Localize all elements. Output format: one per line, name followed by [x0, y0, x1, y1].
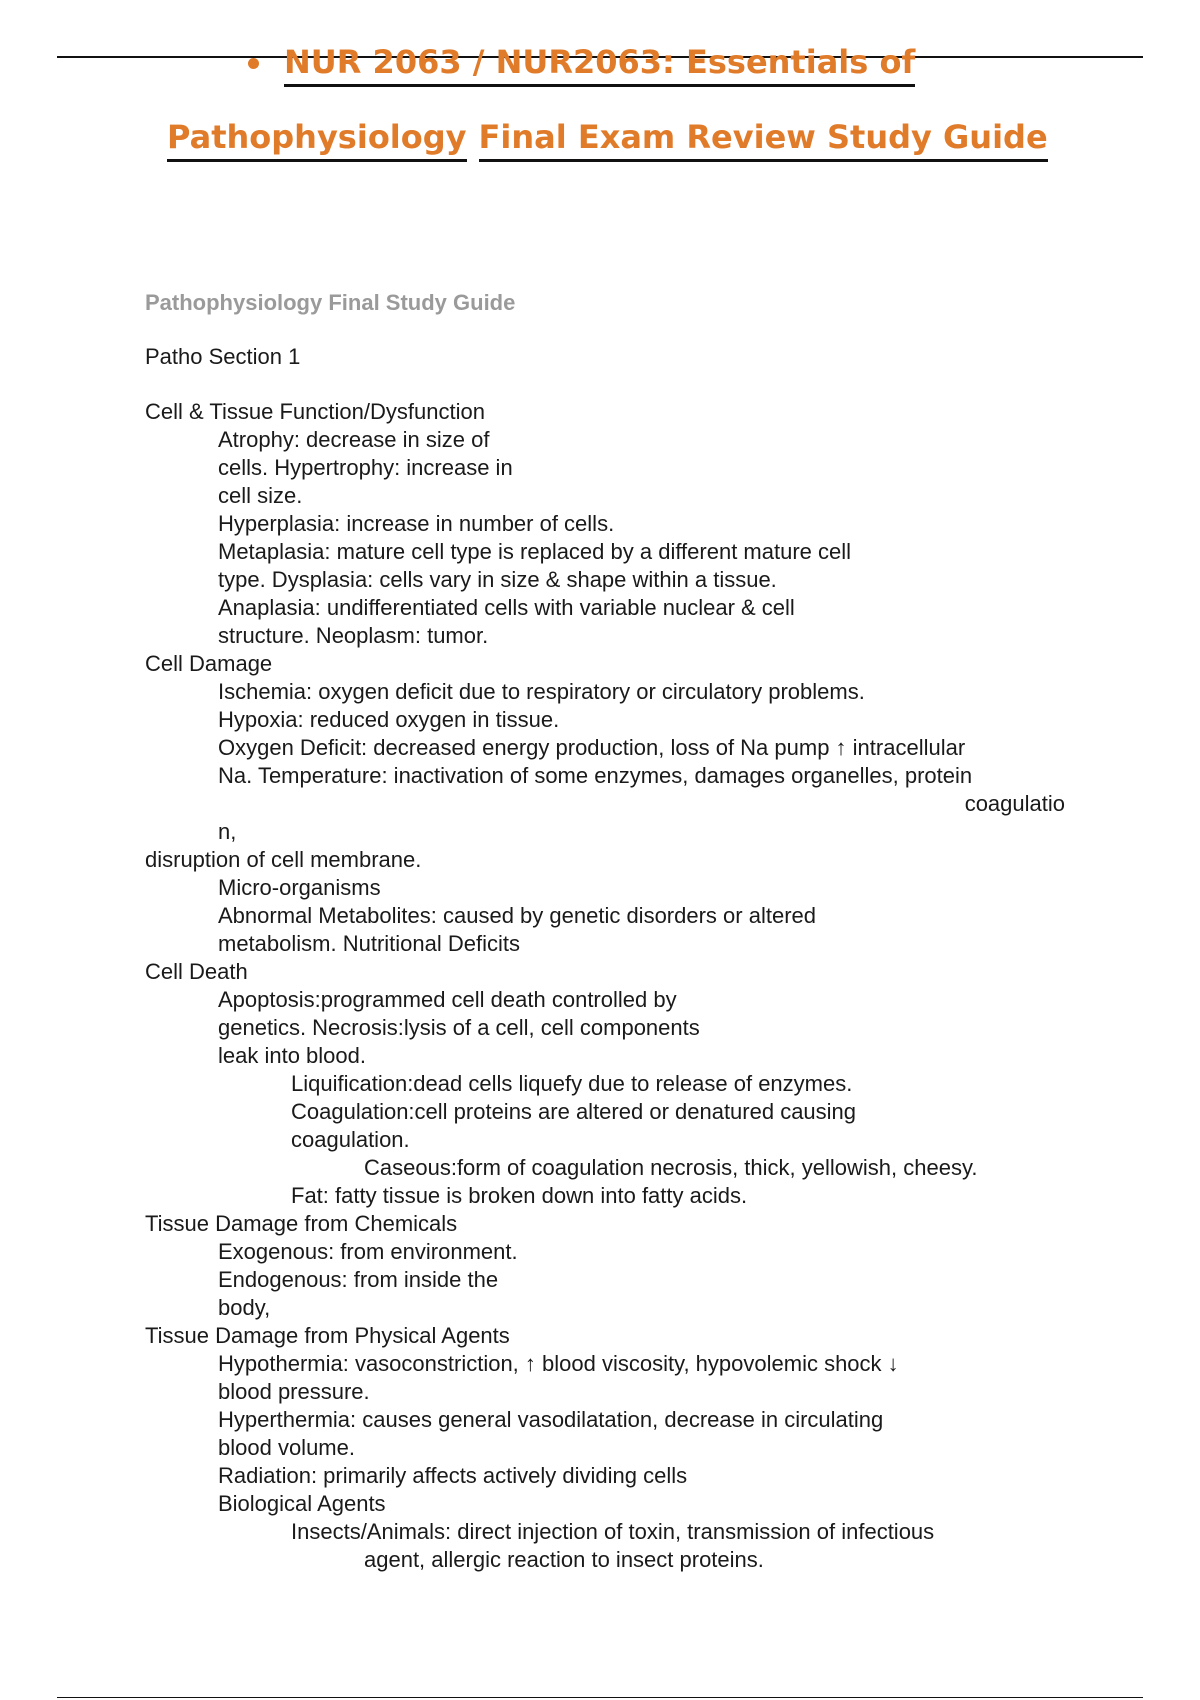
content-line: coagulatio — [964, 791, 1065, 816]
content-line: Hypoxia: reduced oxygen in tissue. — [218, 707, 560, 732]
title-line-2b-text: Final Exam Review Study Guide — [479, 118, 1048, 162]
content-line: Biological Agents — [218, 1491, 386, 1516]
content-line: body, — [218, 1295, 271, 1320]
content-line: Liquification:dead cells liquefy due to release of enzymes. — [291, 1071, 853, 1096]
content-line: blood pressure. — [218, 1379, 370, 1404]
content-line: structure. Neoplasm: tumor. — [218, 623, 489, 648]
content-line: cells. Hypertrophy: increase in — [218, 455, 513, 480]
content-line: Anaplasia: undifferentiated cells with variable nuclear & cell — [218, 595, 795, 620]
section-heading: Patho Section 1 — [145, 344, 301, 369]
content-line: type. Dysplasia: cells vary in size & shape within a tissue. — [218, 567, 777, 592]
doc-subtitle: Pathophysiology Final Study Guide — [145, 290, 516, 315]
title-line-1-text: NUR 2063 / NUR2063: Essentials of — [284, 43, 915, 87]
content-line: Ischemia: oxygen deficit due to respiratory or circulatory problems. — [218, 679, 865, 704]
content-line: agent, allergic reaction to insect proteins. — [364, 1547, 764, 1572]
content-line: Fat: fatty tissue is broken down into fatty acids. — [291, 1183, 748, 1208]
content-line: Hyperthermia: causes general vasodilatation, decrease in circulating — [218, 1407, 884, 1432]
content-line: Caseous:form of coagulation necrosis, thick, yellowish, cheesy. — [364, 1155, 978, 1180]
content-line: cell size. — [218, 483, 303, 508]
content-line: Exogenous: from environment. — [218, 1239, 518, 1264]
title-line-2a-text: Pathophysiology — [167, 118, 467, 162]
content-line: Radiation: primarily affects actively dividing cells — [218, 1463, 688, 1488]
content-line: Na. Temperature: inactivation of some enzymes, damages organelles, protein — [218, 763, 973, 788]
content-line: Endogenous: from inside the — [218, 1267, 499, 1292]
content-line: Cell Damage — [145, 651, 273, 676]
content-line: Tissue Damage from Physical Agents — [145, 1323, 510, 1348]
content-line: Tissue Damage from Chemicals — [145, 1211, 458, 1236]
title-line-2 — [167, 118, 1048, 156]
content-line: Metaplasia: mature cell type is replaced by a different mature cell — [218, 539, 852, 564]
content-line: Abnormal Metabolites: caused by genetic disorders or altered — [218, 903, 816, 928]
content-line: n, — [218, 819, 237, 844]
content-line: genetics. Necrosis:lysis of a cell, cell components — [218, 1015, 700, 1040]
content-line: Atrophy: decrease in size of — [218, 427, 490, 452]
content-line: disruption of cell membrane. — [145, 847, 422, 872]
content-line: Hyperplasia: increase in number of cells. — [218, 511, 615, 536]
content-line: Oxygen Deficit: decreased energy production, loss of Na pump ↑ intracellular — [218, 735, 966, 760]
content-line: metabolism. Nutritional Deficits — [218, 931, 520, 956]
bottom-rule — [57, 1697, 1143, 1698]
content-line: blood volume. — [218, 1435, 355, 1460]
bullet-icon — [248, 58, 259, 69]
content-line: coagulation. — [291, 1127, 410, 1152]
title-line-1 — [284, 43, 916, 81]
content-line: Insects/Animals: direct injection of toxin, transmission of infectious — [291, 1519, 935, 1544]
content-line: Micro-organisms — [218, 875, 381, 900]
content-line: Apoptosis:programmed cell death controlled by — [218, 987, 677, 1012]
content-line: Coagulation:cell proteins are altered or denatured causing — [291, 1099, 857, 1124]
content-line: Cell Death — [145, 959, 248, 984]
content-line: Hypothermia: vasoconstriction, ↑ blood viscosity, hypovolemic shock ↓ — [218, 1351, 899, 1376]
content-line: Cell & Tissue Function/Dysfunction — [145, 399, 485, 424]
content-line: leak into blood. — [218, 1043, 366, 1068]
